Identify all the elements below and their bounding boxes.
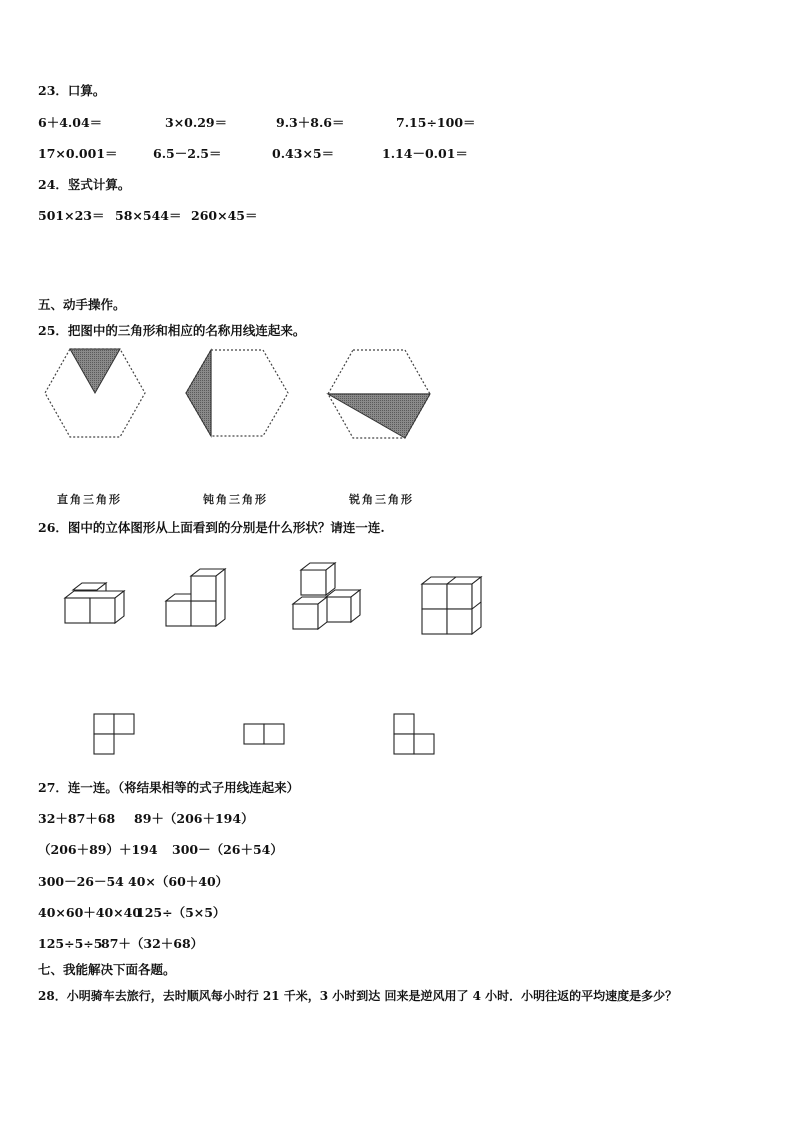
q24-item: 260×45＝ [191, 208, 258, 223]
solid-1 [65, 583, 124, 623]
label-obtuse-triangle: 钝角三角形 [203, 493, 268, 506]
hexagon-obtuse-triangle [186, 350, 288, 436]
q27-right-expr: 300－（26＋54） [172, 842, 283, 857]
q23-title: 23．口算。 [38, 83, 106, 98]
q23-item: 0.43×5＝ [272, 146, 335, 161]
section5-title: 五、动手操作。 [38, 297, 126, 312]
q27-right-expr: 125÷（5×5） [136, 905, 226, 920]
q23-item: 6＋4.04＝ [38, 115, 103, 130]
q27-right-expr: 40×（60＋40） [128, 874, 229, 889]
solid-2 [166, 569, 225, 626]
label-acute-triangle: 锐角三角形 [349, 493, 414, 506]
top-view-2 [244, 724, 284, 744]
section7-title: 七、我能解决下面各题。 [38, 962, 176, 977]
q23-item: 3×0.29＝ [165, 115, 228, 130]
top-view-3 [394, 714, 434, 754]
q27-right-expr: 87＋（32＋68） [101, 936, 204, 951]
q27-left-expr: 300－26－54 [38, 874, 124, 889]
top-view-1 [94, 714, 134, 754]
hexagon-right-triangle [45, 349, 145, 437]
q27-left-expr: 40×60＋40×40 [38, 905, 142, 920]
q25-title: 25．把图中的三角形和相应的名称用线连起来。 [38, 323, 306, 338]
solid-3 [293, 563, 360, 629]
q27-title: 27．连一连。（将结果相等的式子用线连起来） [38, 780, 300, 795]
q24-title: 24．竖式计算。 [38, 177, 131, 192]
q23-item: 17×0.001＝ [38, 146, 118, 161]
q27-right-expr: 89＋（206＋194） [134, 811, 254, 826]
q23-item: 6.5－2.5＝ [153, 146, 222, 161]
hexagon-acute-triangle [328, 350, 430, 438]
q23-item: 9.3＋8.6＝ [276, 115, 345, 130]
q23-item: 1.14－0.01＝ [382, 146, 468, 161]
q26-title: 26．图中的立体图形从上面看到的分别是什么形状？请连一连. [38, 520, 385, 535]
label-right-triangle: 直角三角形 [57, 493, 122, 506]
q27-left-expr: （206＋89）＋194 [38, 842, 158, 857]
solid-4 [422, 577, 481, 634]
q28-title: 28．小明骑车去旅行，去时顺风每小时行 21 千米，3 小时到达 回来是逆风用了 4 小时．小明往返的平均速度是多少？ [38, 989, 678, 1003]
q23-item: 7.15÷100＝ [396, 115, 476, 130]
q24-item: 58×544＝ [115, 208, 182, 223]
q27-left-expr: 32＋87＋68 [38, 811, 116, 826]
q27-left-expr: 125÷5÷5 [38, 936, 103, 951]
q24-item: 501×23＝ [38, 208, 105, 223]
